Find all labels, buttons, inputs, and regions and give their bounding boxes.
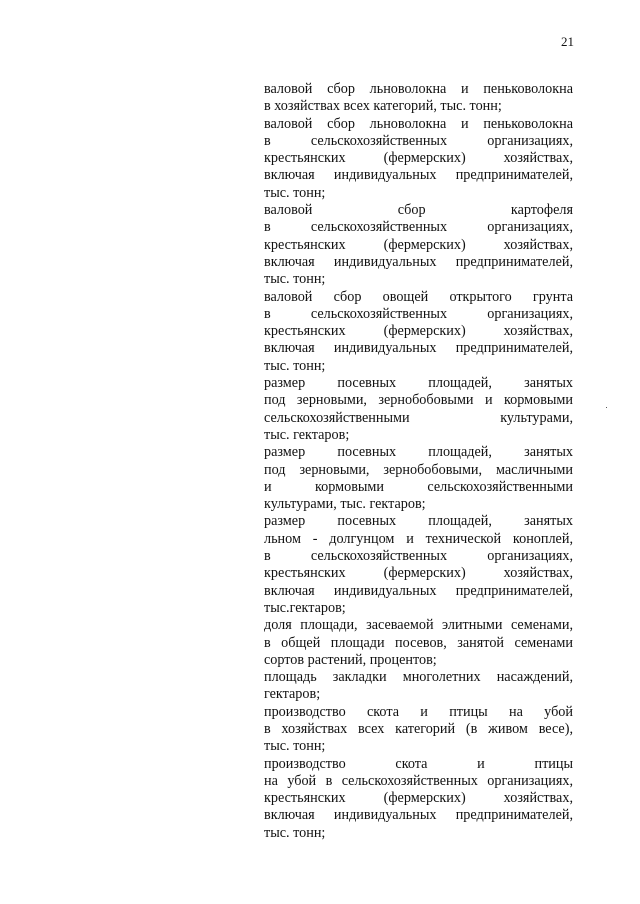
scan-speck	[606, 407, 607, 408]
text-line: доля площади, засеваемой элитными семенами,	[264, 617, 573, 634]
text-line: в сельскохозяйственных организациях,	[264, 219, 573, 236]
paragraph-vegetable-harvest	[264, 289, 573, 375]
text-line: и кормовыми сельскохозяйственными	[264, 478, 573, 495]
text-line: крестьянских (фермерских) хозяйствах,	[264, 150, 573, 167]
text-line: размер посевных площадей, занятых	[264, 513, 573, 530]
text-line: тыс. тонн;	[264, 184, 326, 201]
text-line: льном - долгунцом и технической коноплей,	[264, 530, 573, 547]
text-line: под зерновыми, зернобобовыми и кормовыми	[264, 392, 573, 409]
text-line: крестьянских (фермерских) хозяйствах,	[264, 790, 573, 807]
text-line: производство скота и птицы	[264, 755, 573, 772]
paragraph-sown-area-flax-hemp	[264, 513, 573, 617]
text-line: включая индивидуальных предпринимателей,	[264, 582, 573, 599]
paragraph-elite-seed-share	[264, 617, 573, 669]
paragraph-sown-area-grain-fodder	[264, 375, 573, 444]
text-line: под зерновыми, зернобобовыми, масличными	[264, 461, 573, 478]
text-line: на убой в сельскохозяйственных организациях,	[264, 772, 573, 789]
text-line: культурами, тыс. гектаров;	[264, 496, 426, 513]
text-line: в хозяйствах всех категорий (в живом весе),	[264, 720, 573, 737]
text-line: тыс. тонн;	[264, 824, 326, 841]
text-line: размер посевных площадей, занятых	[264, 444, 573, 461]
text-line: тыс. тонн;	[264, 271, 326, 288]
paragraph-livestock-organizations	[264, 756, 573, 842]
text-line: сельскохозяйственными культурами,	[264, 409, 573, 426]
text-line: сортов растений, процентов;	[264, 651, 437, 668]
text-line: в сельскохозяйственных организациях,	[264, 548, 573, 565]
text-line: включая индивидуальных предпринимателей,	[264, 253, 573, 270]
paragraph-perennial-plantings	[264, 669, 573, 704]
text-line: в общей площади посевов, занятой семенами	[264, 634, 573, 651]
paragraph-sown-area-grain-oilseed	[264, 444, 573, 513]
text-line: тыс. гектаров;	[264, 426, 350, 443]
text-line: включая индивидуальных предпринимателей,	[264, 167, 573, 184]
paragraph-flax-fiber-all-farms	[264, 81, 573, 116]
text-line: гектаров;	[264, 686, 321, 703]
text-line: тыс. тонн;	[264, 357, 326, 374]
text-line: включая индивидуальных предпринимателей,	[264, 340, 573, 357]
paragraph-livestock-all-farms	[264, 704, 573, 756]
text-line: в хозяйствах всех категорий, тыс. тонн;	[264, 98, 502, 115]
text-line: крестьянских (фермерских) хозяйствах,	[264, 323, 573, 340]
text-line: производство скота и птицы на убой	[264, 703, 573, 720]
text-line: валовой сбор льноволокна и пеньковолокна	[264, 115, 573, 132]
text-line: включая индивидуальных предпринимателей,	[264, 807, 573, 824]
text-line: крестьянских (фермерских) хозяйствах,	[264, 236, 573, 253]
text-line: тыс. тонн;	[264, 738, 326, 755]
paragraph-potato-harvest	[264, 202, 573, 288]
text-line: в сельскохозяйственных организациях,	[264, 305, 573, 322]
text-line: валовой сбор овощей открытого грунта	[264, 288, 573, 305]
document-body	[264, 81, 573, 842]
text-line: площадь закладки многолетних насаждений,	[264, 669, 573, 686]
text-line: тыс.гектаров;	[264, 599, 346, 616]
text-line: крестьянских (фермерских) хозяйствах,	[264, 565, 573, 582]
text-line: в сельскохозяйственных организациях,	[264, 132, 573, 149]
paragraph-flax-fiber-organizations	[264, 116, 573, 202]
text-line: размер посевных площадей, занятых	[264, 375, 573, 392]
page-number: 21	[561, 34, 574, 49]
text-line: валовой сбор льноволокна и пеньковолокна	[264, 81, 573, 97]
text-line: валовой сбор картофеля	[264, 202, 573, 219]
